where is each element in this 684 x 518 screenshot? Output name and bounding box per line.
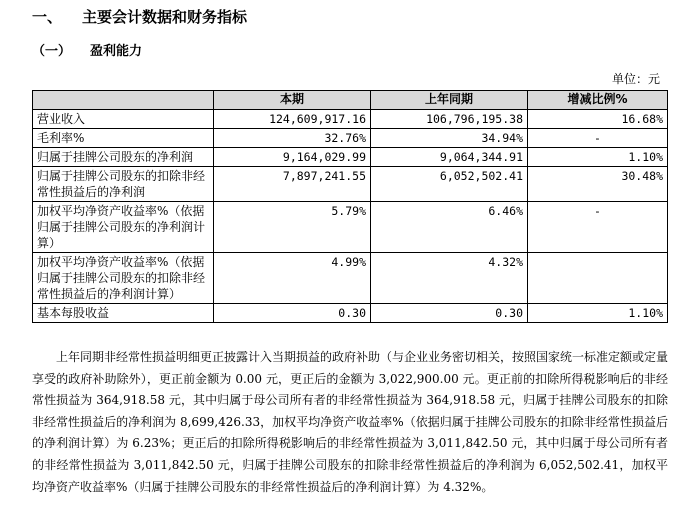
row-label: 加权平均净资产收益率%（依据归属于挂牌公司股东的扣除非经常性损益后的净利润计算） <box>33 253 214 304</box>
current-value: 7,897,241.55 <box>214 167 371 202</box>
row-label: 加权平均净资产收益率%（依据归属于挂牌公司股东的净利润计算） <box>33 202 214 253</box>
prior-value: 6,052,502.41 <box>371 167 528 202</box>
financial-table <box>32 90 668 323</box>
change-value: - <box>528 202 668 253</box>
row-label: 归属于挂牌公司股东的扣除非经常性损益后的净利润 <box>33 167 214 202</box>
current-value: 124,609,917.16 <box>214 110 371 129</box>
row-label: 归属于挂牌公司股东的净利润 <box>33 148 214 167</box>
table-row <box>33 129 668 148</box>
prior-value: 106,796,195.38 <box>371 110 528 129</box>
change-value <box>528 253 668 304</box>
change-value: 1.10% <box>528 304 668 323</box>
prior-value: 34.94% <box>371 129 528 148</box>
change-value: - <box>528 129 668 148</box>
row-label: 营业收入 <box>33 110 214 129</box>
section-number: 一、 <box>32 8 63 26</box>
change-value: 16.68% <box>528 110 668 129</box>
table-row <box>33 167 668 202</box>
current-value: 0.30 <box>214 304 371 323</box>
current-value: 9,164,029.99 <box>214 148 371 167</box>
unit-label: 单位：元 <box>611 72 660 86</box>
header-current-period: 本期 <box>214 91 371 110</box>
table-row <box>33 202 668 253</box>
table-row <box>33 110 668 129</box>
current-value: 4.99% <box>214 253 371 304</box>
row-label: 基本每股收益 <box>33 304 214 323</box>
current-value: 32.76% <box>214 129 371 148</box>
current-value: 5.79% <box>214 202 371 253</box>
prior-value: 0.30 <box>371 304 528 323</box>
subsection-number: （一） <box>32 44 72 59</box>
table-row <box>33 304 668 323</box>
section-heading <box>32 6 247 27</box>
subsection-title: 盈利能力 <box>90 44 143 59</box>
section-title: 主要会计数据和财务指标 <box>82 8 248 26</box>
correction-note <box>32 347 668 498</box>
row-label: 毛利率% <box>33 129 214 148</box>
table-row <box>33 253 668 304</box>
header-blank <box>33 91 214 110</box>
change-value: 30.48% <box>528 167 668 202</box>
header-change-ratio: 增减比例% <box>528 91 668 110</box>
prior-value: 4.32% <box>371 253 528 304</box>
subsection-heading <box>32 40 142 59</box>
change-value: 1.10% <box>528 148 668 167</box>
prior-value: 6.46% <box>371 202 528 253</box>
table-row <box>33 148 668 167</box>
header-prior-period: 上年同期 <box>371 91 528 110</box>
prior-value: 9,064,344.91 <box>371 148 528 167</box>
table-header-row <box>33 91 668 110</box>
correction-paragraph: 上年同期非经常性损益明细更正披露计入当期损益的政府补助（与企业业务密切相关，按照国家统一标准定额或定量享受的政府补助除外），更正前金额为 0.00 元，更正后的金额为 3,022,900.00 元。更正前的扣除所得税影响后的非经常性损益为 364,918.58 元，其中归属于母公司所有者的非经常性损益为 364,918.58 元，归属于挂牌公司股东的扣除非经常性损益后的净利润为 8,699,426.33，加权平均净资产收益率%（依据归属于挂牌公司股东的扣除非经常性损益后的净利润计算）为 6.23%；更正后的扣除所得税影响后的非经常性损益为 3,011,842.50 元，其中归属于母公司所有者的非经常性损益为 3,011,842.50 元，归属于挂牌公司股东的扣除非经常性损益后的净利润为 6,052,502.41，加权平均净资产收益率%（归属于挂牌公司股东的非经常性损益后的净利润计算）为 4.32%。 <box>32 350 669 494</box>
